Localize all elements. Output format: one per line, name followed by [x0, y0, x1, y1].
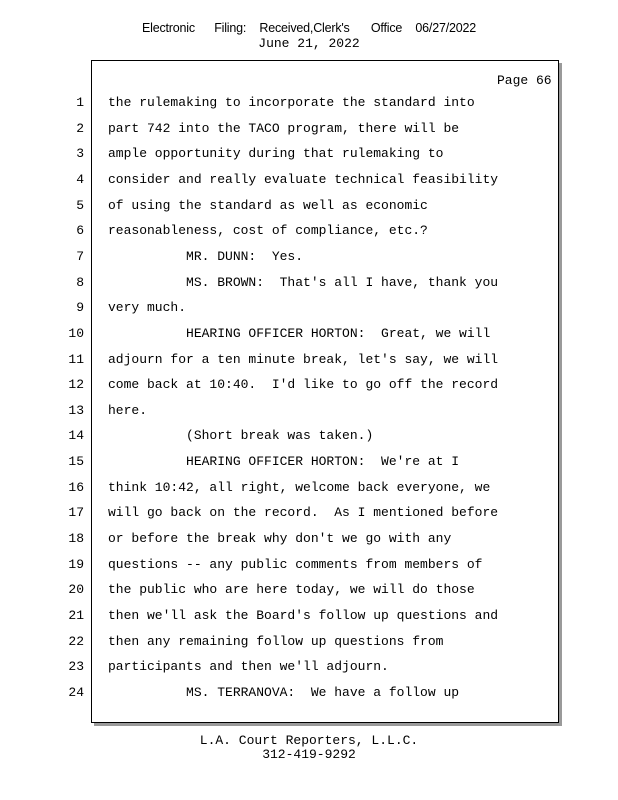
line-text: part 742 into the TACO program, there will be [108, 120, 460, 136]
transcript-line [0, 300, 557, 322]
line-text: come back at 10:40. I'd like to go off the record [108, 377, 499, 393]
line-number: 4 [76, 171, 84, 187]
transcript-line [0, 608, 557, 630]
transcript-line [0, 377, 557, 399]
line-text: participants and then we'll adjourn. [108, 659, 389, 675]
line-text: questions -- any public comments from members of [108, 556, 483, 572]
line-number: 2 [76, 120, 84, 136]
line-number: 21 [68, 608, 84, 623]
line-text: then we'll ask the Board's follow up questions and [108, 608, 499, 623]
line-text: reasonableness, cost of compliance, etc.? [108, 223, 428, 239]
line-text: then any remaining follow up questions from [108, 633, 444, 649]
line-number: 7 [76, 248, 84, 264]
line-number: 11 [68, 351, 84, 367]
line-text: consider and really evaluate technical feasibility [108, 171, 499, 187]
transcript-line [0, 480, 557, 502]
line-text: here. [108, 402, 148, 418]
transcript-line [0, 198, 557, 220]
line-text: very much. [108, 300, 187, 316]
line-number: 20 [68, 582, 84, 598]
transcript-line [0, 146, 557, 168]
line-number: 1 [76, 95, 84, 110]
line-text: MS. BROWN: That's all I have, thank you [108, 274, 499, 290]
stamp-word: Electronic [142, 21, 195, 35]
transcript-line [0, 223, 557, 245]
line-number: 17 [68, 505, 84, 521]
line-number: 9 [76, 300, 84, 316]
line-text: of using the standard as well as economic [108, 197, 428, 213]
stamp-word: Filing: [214, 21, 247, 35]
transcript-line [0, 531, 557, 553]
transcript-line [0, 326, 557, 348]
line-text: (Short break was taken.) [108, 428, 374, 444]
transcript-line [0, 275, 557, 297]
line-text: or before the break why don't we go with any [108, 531, 452, 547]
line-number: 18 [68, 531, 84, 547]
line-number: 6 [76, 223, 84, 239]
transcript-line [0, 352, 557, 374]
line-number: 23 [68, 659, 84, 675]
line-number: 5 [76, 197, 84, 213]
line-text: will go back on the record. As I mentioned before [108, 505, 499, 521]
transcript-line [0, 428, 557, 450]
line-text: think 10:42, all right, welcome back everyone, we [108, 479, 491, 495]
stamp-word: Received,Clerk's [259, 21, 350, 35]
footer-company: L.A. Court Reporters, L.L.C. [199, 733, 419, 748]
line-text: MS. TERRANOVA: We have a follow up [108, 684, 460, 700]
line-number: 14 [68, 428, 84, 444]
line-text: MR. DUNN: Yes. [108, 248, 304, 264]
line-number: 10 [68, 325, 84, 341]
transcript-line [0, 454, 557, 476]
line-number: 22 [68, 633, 84, 649]
line-text: HEARING OFFICER HORTON: Great, we will [108, 325, 491, 341]
transcript-line [0, 121, 557, 143]
filing-stamp [0, 21, 618, 35]
transcript-line [0, 172, 557, 194]
line-text: the rulemaking to incorporate the standard into [108, 95, 475, 110]
line-text: the public who are here today, we will do those [108, 582, 475, 598]
transcript-line [0, 557, 557, 579]
line-number: 19 [68, 556, 84, 572]
transcript-line [0, 659, 557, 681]
footer-phone: 312-419-9292 [262, 747, 356, 762]
line-number: 24 [68, 684, 84, 700]
line-number: 13 [68, 402, 84, 418]
transcript-line [0, 634, 557, 656]
line-number: 15 [68, 454, 84, 470]
line-text: adjourn for a ten minute break, let's say, we will [108, 351, 499, 367]
page-number: Page 66 [497, 73, 552, 88]
stamp-word: 06/27/2022 [415, 21, 476, 35]
transcript-line [0, 249, 557, 271]
transcript-line [0, 685, 557, 707]
line-number: 3 [76, 146, 84, 162]
transcript-line [0, 582, 557, 604]
line-text: HEARING OFFICER HORTON: We're at I [108, 454, 460, 470]
transcript-line [0, 95, 557, 117]
transcript-line [0, 403, 557, 425]
line-text: ample opportunity during that rulemaking to [108, 146, 444, 162]
line-number: 16 [68, 479, 84, 495]
hearing-date: June 21, 2022 [258, 36, 360, 51]
stamp-word: Office [370, 21, 403, 35]
line-number: 8 [76, 274, 84, 290]
transcript-line [0, 505, 557, 527]
line-number: 12 [68, 377, 84, 393]
